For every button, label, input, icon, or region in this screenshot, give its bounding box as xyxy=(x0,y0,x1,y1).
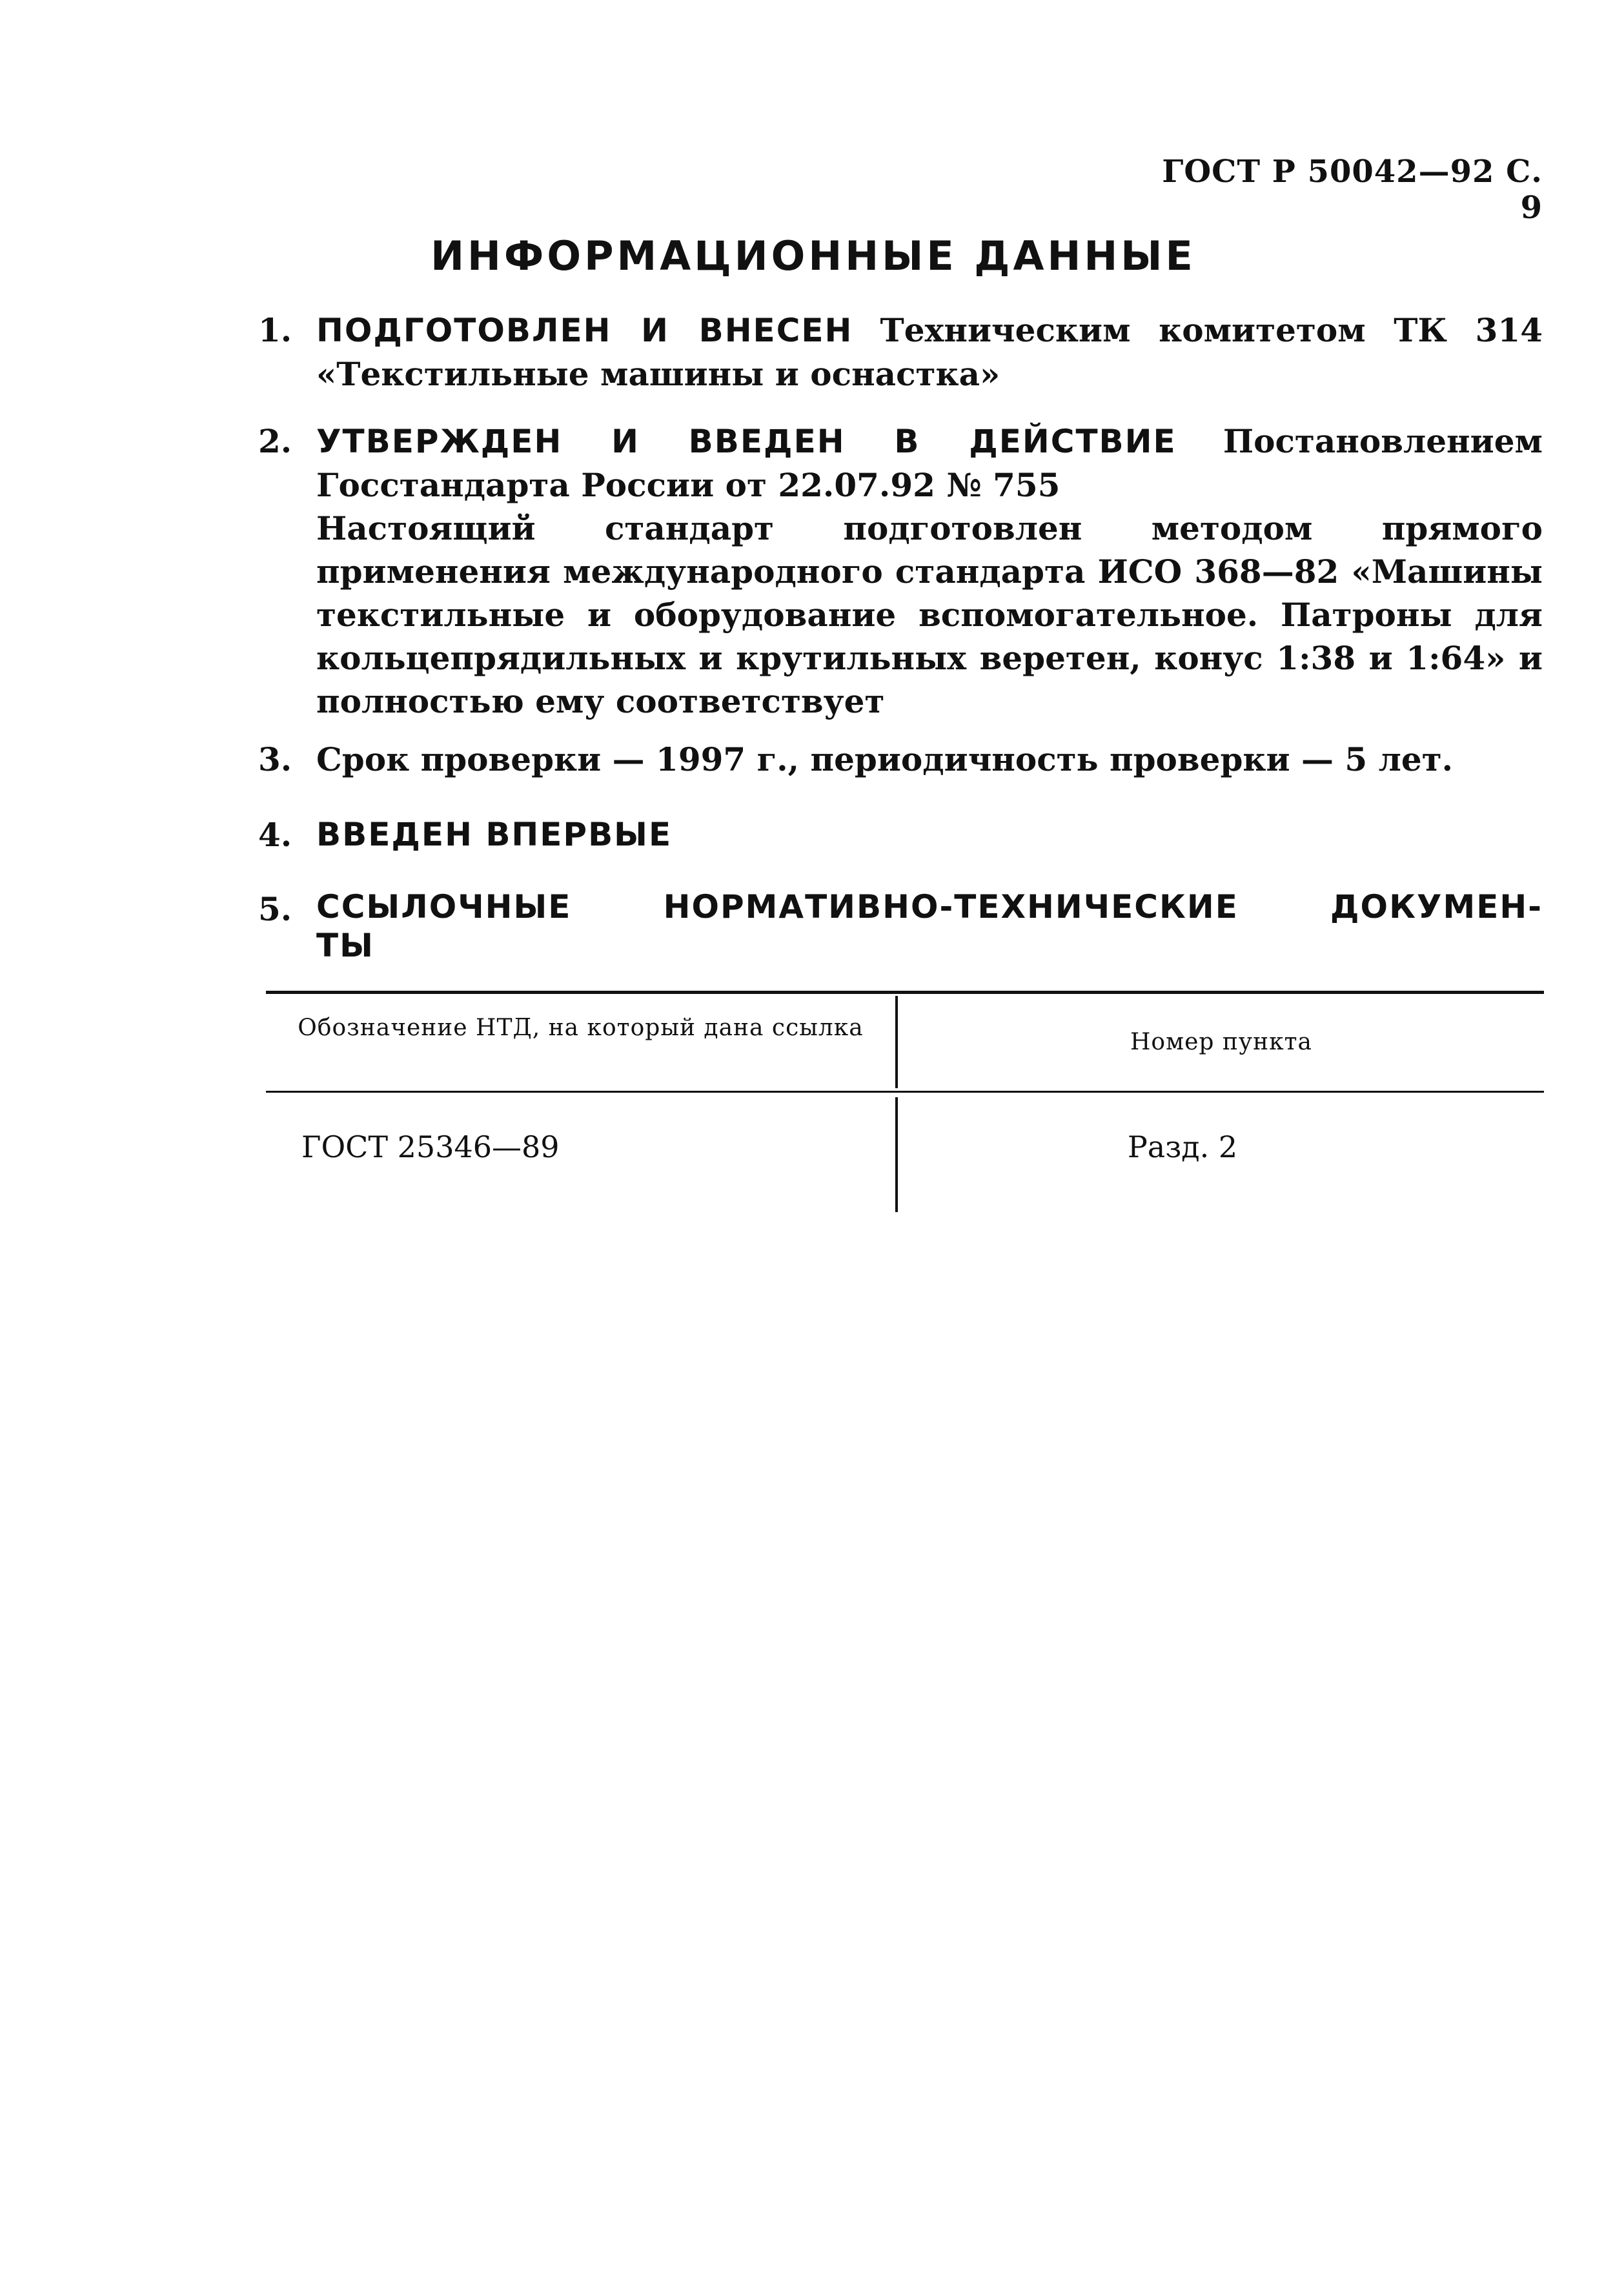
item-number: 2. xyxy=(258,422,292,460)
table-header-rule xyxy=(266,1091,1544,1093)
item-number: 4. xyxy=(258,816,292,854)
item-keyword-line2: ТЫ xyxy=(316,927,374,964)
item-line xyxy=(316,813,1543,856)
table-cell-clause: Разд. 2 xyxy=(1127,1129,1238,1164)
table-column-divider xyxy=(895,996,898,1088)
info-item-2 xyxy=(258,420,1543,723)
info-item-5 xyxy=(258,887,1543,965)
info-item-3 xyxy=(258,738,1543,781)
table-cell-document: ГОСТ 25346—89 xyxy=(301,1129,560,1164)
item-text-line2: Госстандарта России от 22.07.92 № 755 xyxy=(316,466,1061,504)
item-text: Постановлением xyxy=(1223,422,1543,460)
references-table xyxy=(266,991,1544,1210)
info-item-1 xyxy=(258,309,1543,396)
item-text-line2: «Текстильные машины и оснастка» xyxy=(316,355,1000,393)
item-keyword: ПОДГОТОВЛЕН И ВНЕСЕН xyxy=(316,312,853,349)
item-text: Срок проверки — 1997 г., периодичность проверки — 5 лет. xyxy=(316,740,1454,778)
item-keyword-line1: ССЫЛОЧНЫЕ НОРМАТИВНО-ТЕХНИЧЕСКИЕ ДОКУМЕН- xyxy=(316,888,1543,926)
item-number: 1. xyxy=(258,311,292,349)
item-text: Техническим комитетом ТК 314 xyxy=(880,311,1543,349)
table-top-rule xyxy=(266,991,1544,994)
info-item-4 xyxy=(258,813,1543,856)
item-keyword: УТВЕРЖДЕН И ВВЕДЕН В ДЕЙСТВИЕ xyxy=(316,423,1177,460)
item-number: 5. xyxy=(258,890,292,928)
item-paragraph: Настоящий стандарт подготовлен методом прямого применения международного стандарта ИСО 368—82 «Машины текстильные и оборудование вспомогательное. Патроны для кольцепрядильных и крутильных веретен, конус 1:38 и 1:64» и полностью ему соответствует xyxy=(316,509,1543,720)
item-keyword: ВВЕДЕН ВПЕРВЫЕ xyxy=(316,816,673,853)
table-header-clause: Номер пункта xyxy=(1130,1029,1312,1055)
item-line xyxy=(316,420,1543,463)
document-title: ИНФОРМАЦИОННЫЕ ДАННЫЕ xyxy=(431,232,1196,279)
table-header-document: Обозначение НТД, на который дана ссылка xyxy=(298,1015,864,1041)
page-header: ГОСТ Р 50042—92 С. 9 xyxy=(1162,154,1543,226)
item-number: 3. xyxy=(258,740,292,778)
item-line xyxy=(316,309,1543,352)
table-column-divider xyxy=(895,1097,898,1212)
